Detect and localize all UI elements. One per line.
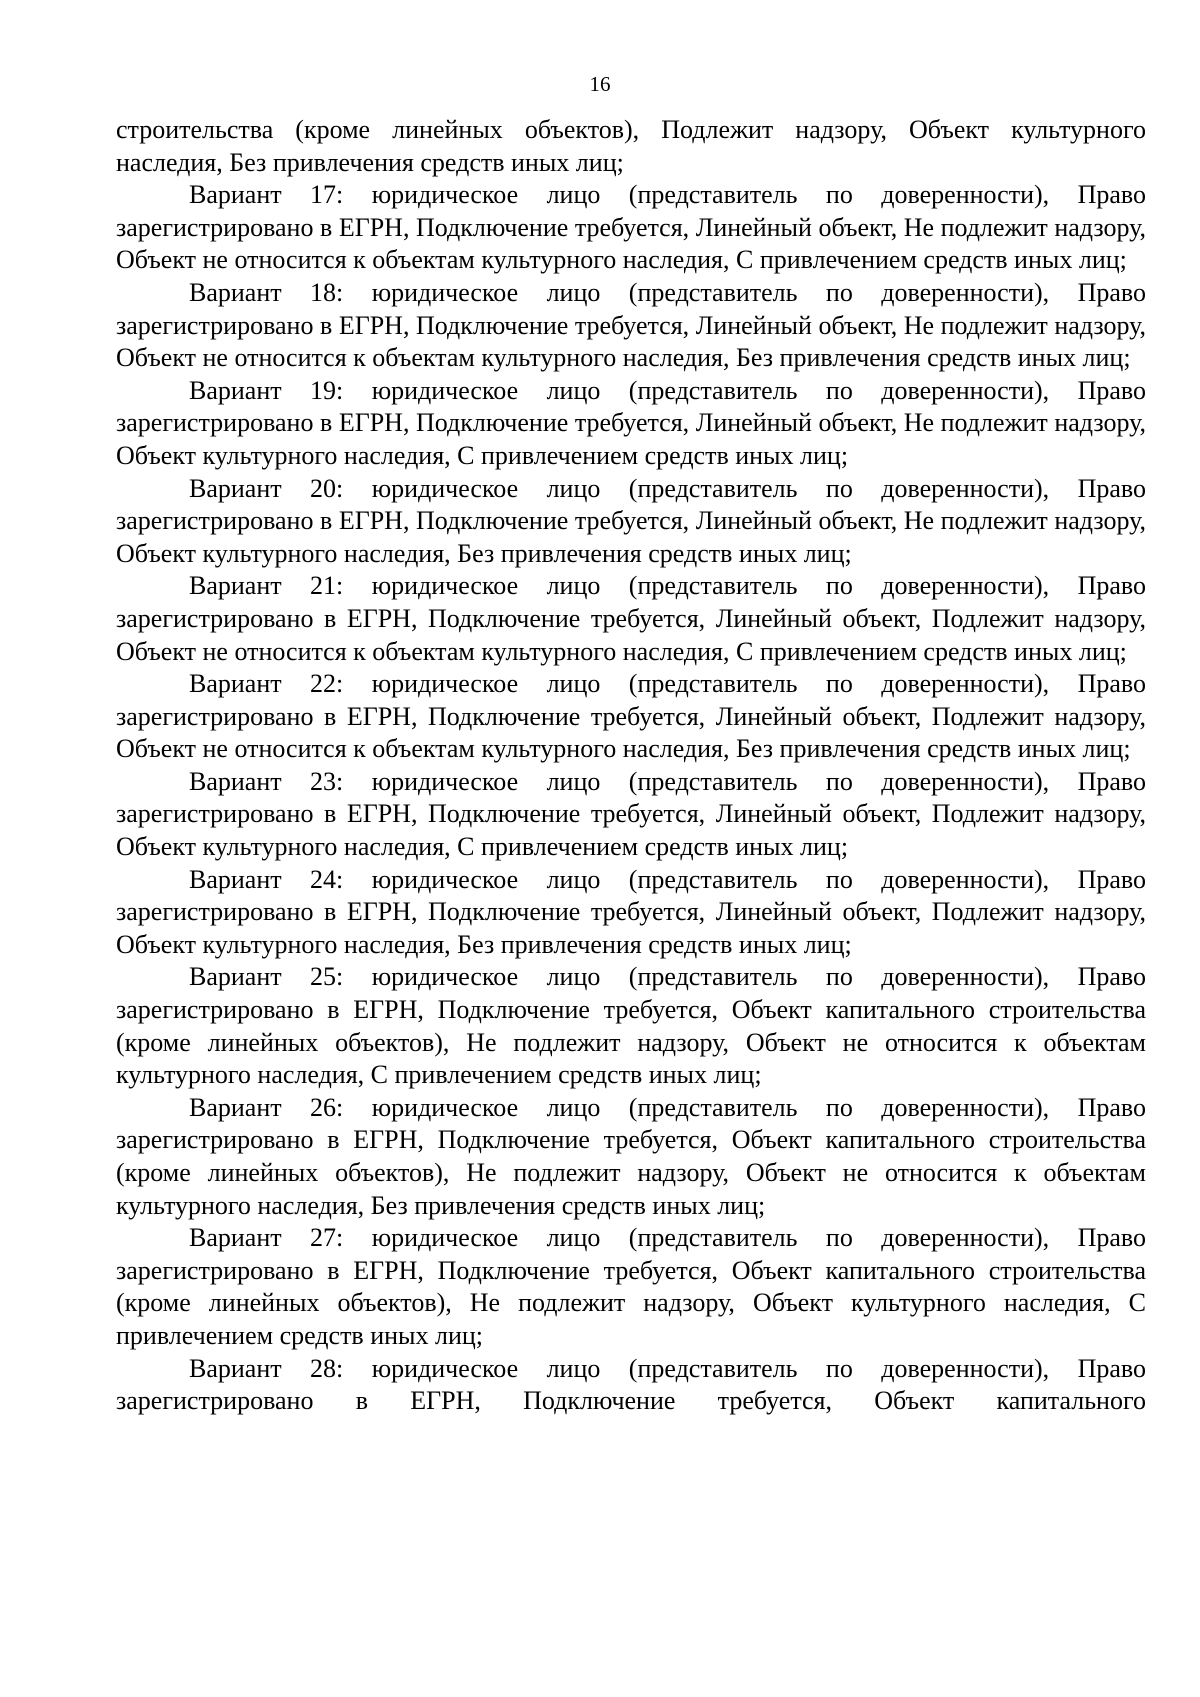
paragraph-variant-28: Вариант 28: юридическое лицо (представитель по доверенности), Право зарегистрировано в ЕГРН, Подключение требуется, Объект капитального [116, 1353, 1146, 1416]
paragraph-variant-22: Вариант 22: юридическое лицо (представитель по доверенности), Право зарегистрировано в ЕГРН, Подключение требуется, Линейный объект, Подлежит надзору, Объект не относится к объектам культурного наследия, Без привлечения средств иных лиц; [116, 669, 1146, 764]
page-number: 16 [589, 72, 611, 96]
paragraph-variant-17: Вариант 17: юридическое лицо (представитель по доверенности), Право зарегистрировано в ЕГРН, Подключение требуется, Линейный объект, Не подлежит надзору, Объект не относится к объектам культурного наследия, С привлечением средств иных лиц; [116, 180, 1146, 275]
paragraph-variant-21: Вариант 21: юридическое лицо (представитель по доверенности), Право зарегистрировано в ЕГРН, Подключение требуется, Линейный объект, Подлежит надзору, Объект не относится к объектам культурного наследия, С привлечением средств иных лиц; [116, 571, 1146, 666]
paragraph-variant-19: Вариант 19: юридическое лицо (представитель по доверенности), Право зарегистрировано в ЕГРН, Подключение требуется, Линейный объект, Не подлежит надзору, Объект культурного наследия, С привлечением средств иных лиц; [116, 375, 1146, 470]
paragraph-variant-27: Вариант 27: юридическое лицо (представитель по доверенности), Право зарегистрировано в ЕГРН, Подключение требуется, Объект капитального строительства (кроме линейных объектов), Не подлежит надзору, Объект культурного наследия, С привлечением средств иных лиц; [116, 1223, 1146, 1350]
document-body [116, 114, 1146, 1418]
paragraph-variant-26: Вариант 26: юридическое лицо (представитель по доверенности), Право зарегистрировано в ЕГРН, Подключение требуется, Объект капитального строительства (кроме линейных объектов), Не подлежит надзору, Объект не относится к объектам культурного наследия, Без привлечения средств иных лиц; [116, 1092, 1146, 1220]
paragraph-variant-24: Вариант 24: юридическое лицо (представитель по доверенности), Право зарегистрировано в ЕГРН, Подключение требуется, Линейный объект, Подлежит надзору, Объект культурного наследия, Без привлечения средств иных лиц; [116, 864, 1146, 959]
paragraph-variant-20: Вариант 20: юридическое лицо (представитель по доверенности), Право зарегистрировано в ЕГРН, Подключение требуется, Линейный объект, Не подлежит надзору, Объект культурного наследия, Без привлечения средств иных лиц; [116, 473, 1146, 568]
paragraph-continuation: строительства (кроме линейных объектов), Подлежит надзору, Объект культурного наследия, Без привлечения средств иных лиц; [116, 115, 1146, 177]
paragraph-variant-25: Вариант 25: юридическое лицо (представитель по доверенности), Право зарегистрировано в ЕГРН, Подключение требуется, Объект капитального строительства (кроме линейных объектов), Не подлежит надзору, Объект не относится к объектам культурного наследия, С привлечением средств иных лиц; [116, 962, 1146, 1090]
paragraph-variant-23: Вариант 23: юридическое лицо (представитель по доверенности), Право зарегистрировано в ЕГРН, Подключение требуется, Линейный объект, Подлежит надзору, Объект культурного наследия, С привлечением средств иных лиц; [116, 766, 1146, 862]
paragraph-variant-18: Вариант 18: юридическое лицо (представитель по доверенности), Право зарегистрировано в ЕГРН, Подключение требуется, Линейный объект, Не подлежит надзору, Объект не относится к объектам культурного наследия, Без привлечения средств иных лиц; [116, 277, 1146, 373]
